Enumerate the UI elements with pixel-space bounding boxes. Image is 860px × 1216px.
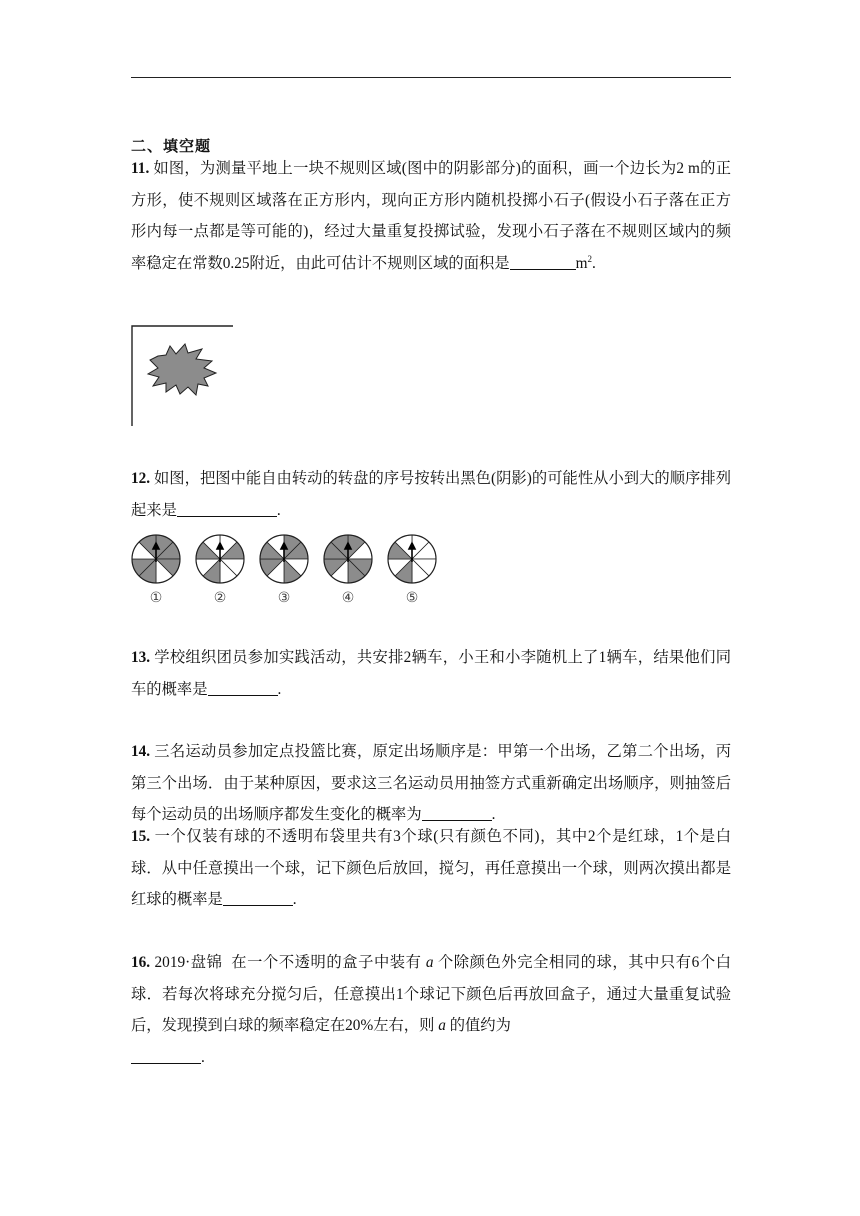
question-text: 三名运动员参加定点投篮比赛，原定出场顺序是：甲第一个出场，乙第二个出场，丙第三个出场．由于某种原因，要求这三名运动员用抽签方式重新确定出场顺序，则抽签后每个运动员的出场顺序都发生变化的概率为	[131, 743, 731, 823]
spinner	[132, 535, 180, 583]
answer-blank[interactable]	[177, 500, 277, 517]
answer-blank[interactable]	[223, 889, 293, 906]
sentence-end: .	[491, 806, 496, 823]
header-rule	[131, 77, 731, 78]
question-text: 在一个不透明的盒子中装有	[231, 954, 422, 971]
question-text: 一个仅装有球的不透明布袋里共有3个球(只有颜色不同)，其中2个是红球，1个是白球．从中任意摸出一个球，记下颜色后放回，搅匀，再任意摸出一个球，则两次摸出都是红球的概率是	[131, 828, 731, 908]
question-number: 11.	[131, 160, 150, 177]
spinner-label: ④	[341, 590, 355, 606]
sentence-end: .	[276, 501, 281, 519]
spinner-label: ②	[213, 590, 227, 606]
sentence-end: .	[277, 680, 282, 698]
sentence-end: .	[292, 891, 297, 908]
spinner	[324, 535, 372, 583]
question-13	[131, 642, 731, 705]
question-11	[131, 153, 731, 279]
question-number: 16.	[131, 954, 151, 971]
variable-a: a	[438, 1017, 446, 1034]
question-text: 的值约为	[449, 1017, 511, 1034]
answer-blank[interactable]	[208, 679, 278, 696]
sentence-end: .	[201, 1048, 205, 1066]
spinners-figure	[128, 530, 448, 588]
answer-blank[interactable]	[131, 1047, 201, 1064]
variable-a: a	[425, 954, 434, 971]
sentence-end: .	[592, 254, 596, 272]
irregular-region-shape	[148, 344, 216, 395]
unit: m	[575, 254, 588, 272]
spinner	[388, 535, 436, 583]
question-text: 如图，为测量平地上一块不规则区域(图中的阴影部分)的面积，画一个边长为2 m的正方形，使不规则区域落在正方形内，现向正方形内随机投掷小石子(假设小石子落在正方形内每一点都是等可能的)，经过大量重复投掷试验，发现小石子落在不规则区域内的频率稳定在常数0.25附近，由此可估计不规则区域的面积是	[131, 160, 732, 272]
question-number: 14.	[131, 743, 151, 760]
answer-blank[interactable]	[422, 804, 492, 821]
square-region-figure	[128, 322, 238, 430]
question-14	[131, 736, 731, 831]
spinner-label: ⑤	[405, 590, 419, 606]
spinner-label: ③	[277, 590, 291, 606]
spinner	[196, 535, 244, 583]
unit-exponent: 2	[587, 253, 593, 264]
question-text: 如图，把图中能自由转动的转盘的序号按转出黑色(阴影)的可能性从小到大的顺序排列起来是	[131, 470, 731, 519]
question-number: 12.	[131, 470, 151, 487]
question-text: 个除颜色外完全相同的球，其中只有6个白球．若每次将球充分搅匀后，任意摸出1个球记下颜色后再放回盒子，通过大量重复试验后，发现摸到白球的频率稳定在20%左右，则	[131, 954, 731, 1034]
question-number: 15.	[131, 828, 151, 845]
answer-blank[interactable]	[510, 253, 576, 270]
question-12	[131, 463, 731, 526]
question-text: 学校组织团员参加实践活动，共安排2辆车，小王和小李随机上了1辆车，结果他们同车的概率是	[131, 649, 731, 698]
question-16	[131, 947, 731, 1073]
section-title: 二、填空题	[131, 137, 212, 155]
spinner	[260, 535, 308, 583]
question-source: 2019·盘锦	[154, 954, 223, 971]
spinner-label: ①	[149, 590, 163, 606]
question-number: 13.	[131, 649, 151, 666]
question-15	[131, 821, 731, 916]
spinner-labels	[128, 590, 448, 608]
